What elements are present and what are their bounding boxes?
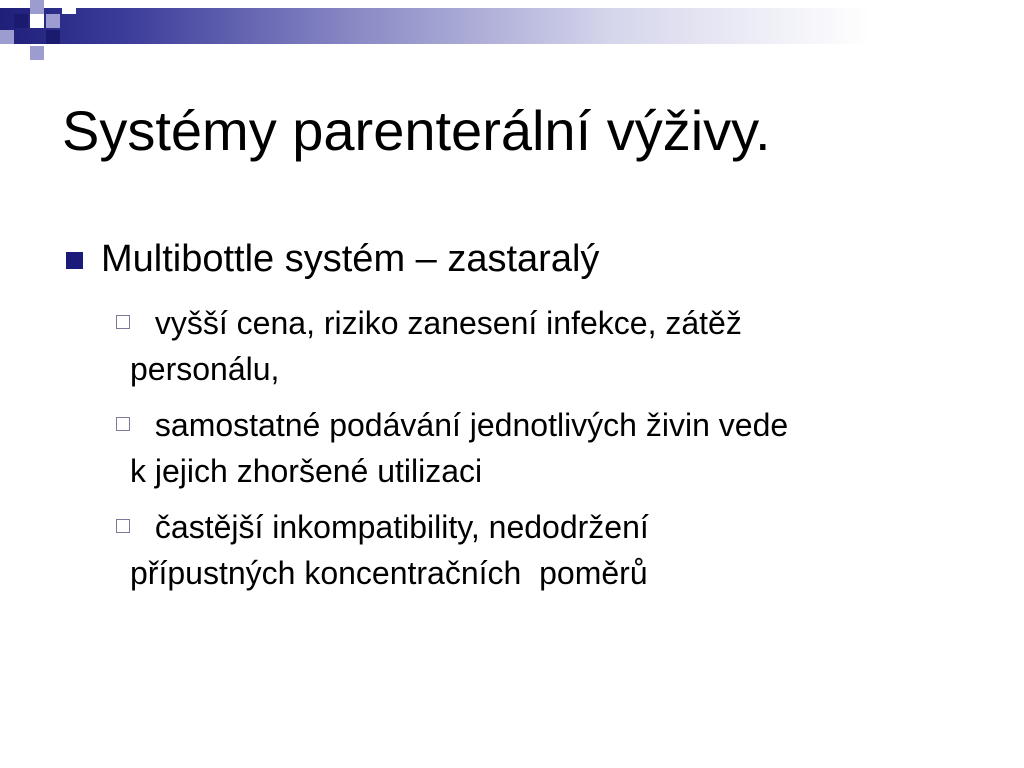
decor-square (14, 14, 28, 28)
sub-bullet-item (116, 300, 956, 392)
decor-square (30, 14, 44, 28)
slide-title: Systémy parenterální výživy. (62, 99, 771, 162)
decor-square (62, 0, 76, 14)
sub-bullet-text (130, 504, 649, 596)
sub-bullet-line: vyšší cena, riziko zanesení infekce, zátěž (146, 305, 742, 341)
sub-bullet-line: častější inkompatibility, nedodržení (146, 509, 649, 545)
sub-bullet-text (130, 402, 789, 494)
decor-square (30, 0, 44, 14)
decor-square (0, 30, 14, 44)
decor-square (46, 30, 60, 44)
sub-bullet-item (116, 402, 956, 494)
sub-bullet-line: personálu, (130, 351, 280, 387)
square-bullet-icon (66, 252, 83, 269)
hollow-square-bullet-icon (116, 315, 130, 329)
hollow-square-bullet-icon (116, 417, 130, 431)
decor-square (46, 14, 60, 28)
sub-bullet-line: samostatné podávání jednotlivých živin vede (146, 407, 789, 443)
hollow-square-bullet-icon (116, 519, 130, 533)
bullet-item (66, 236, 966, 282)
sub-bullet-text (130, 300, 742, 392)
sub-bullet-item (116, 504, 956, 596)
sub-bullet-line: přípustných koncentračních poměrů (130, 555, 648, 591)
decor-square (30, 46, 44, 60)
sub-bullet-list (116, 300, 956, 606)
sub-bullet-line: k jejich zhoršené utilizaci (130, 453, 483, 489)
bullet-text: Multibottle systém – zastaralý (101, 238, 600, 280)
header-gradient-bar (0, 8, 1024, 44)
